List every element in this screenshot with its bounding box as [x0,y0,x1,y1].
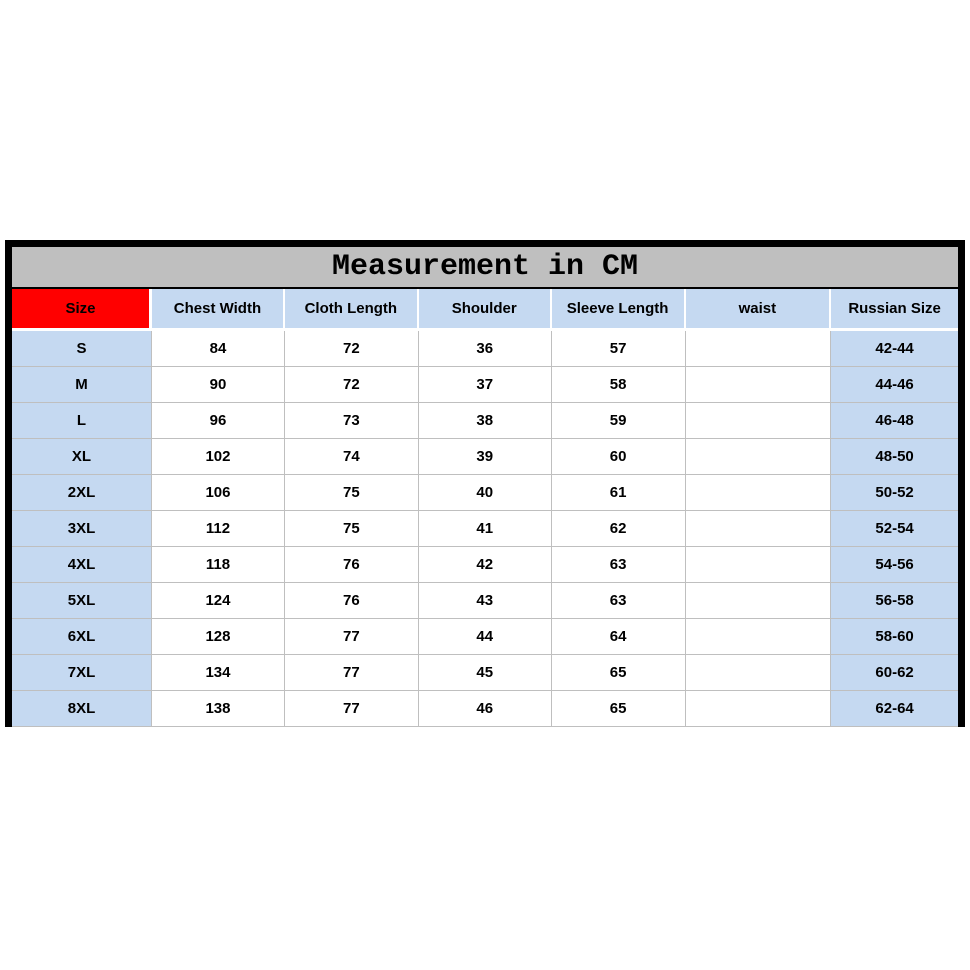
header-size: Size [12,289,152,331]
cell-sleeve-length: 63 [552,547,686,583]
cell-russian-size: 50-52 [831,475,958,511]
cell-shoulder: 46 [419,691,552,727]
table-row [12,619,958,655]
cell-waist [686,583,832,619]
cell-waist [686,367,832,403]
cell-chest-width: 96 [152,403,285,439]
cell-russian-size: 52-54 [831,511,958,547]
cell-russian-size: 54-56 [831,547,958,583]
cell-cloth-length: 77 [285,619,419,655]
cell-russian-size: 46-48 [831,403,958,439]
cell-chest-width: 128 [152,619,285,655]
size-cell: XL [12,439,152,475]
cell-chest-width: 84 [152,331,285,367]
cell-cloth-length: 72 [285,331,419,367]
header-russian-size: Russian Size [831,289,958,331]
table-row [12,583,958,619]
cell-chest-width: 124 [152,583,285,619]
size-cell: 4XL [12,547,152,583]
cell-shoulder: 39 [419,439,552,475]
cell-shoulder: 40 [419,475,552,511]
cell-shoulder: 45 [419,655,552,691]
table-row [12,511,958,547]
cell-shoulder: 42 [419,547,552,583]
cell-cloth-length: 75 [285,475,419,511]
header-cloth-length: Cloth Length [285,289,419,331]
size-cell: 6XL [12,619,152,655]
cell-waist [686,475,832,511]
cell-chest-width: 102 [152,439,285,475]
cell-shoulder: 37 [419,367,552,403]
cell-waist [686,691,832,727]
header-waist: waist [686,289,832,331]
cell-russian-size: 42-44 [831,331,958,367]
cell-sleeve-length: 65 [552,655,686,691]
size-chart [5,240,965,727]
cell-russian-size: 48-50 [831,439,958,475]
cell-chest-width: 134 [152,655,285,691]
cell-shoulder: 43 [419,583,552,619]
cell-waist [686,511,832,547]
cell-waist [686,547,832,583]
size-cell: 7XL [12,655,152,691]
cell-shoulder: 38 [419,403,552,439]
table-row [12,403,958,439]
cell-chest-width: 90 [152,367,285,403]
measurement-table [12,289,958,727]
table-row [12,691,958,727]
cell-cloth-length: 72 [285,367,419,403]
header-row [12,289,958,331]
size-cell: M [12,367,152,403]
table-row [12,331,958,367]
cell-waist [686,655,832,691]
cell-russian-size: 58-60 [831,619,958,655]
cell-cloth-length: 76 [285,547,419,583]
size-cell: 8XL [12,691,152,727]
cell-shoulder: 36 [419,331,552,367]
cell-russian-size: 62-64 [831,691,958,727]
cell-sleeve-length: 65 [552,691,686,727]
cell-waist [686,439,832,475]
size-cell: 5XL [12,583,152,619]
table-row [12,367,958,403]
size-cell: 2XL [12,475,152,511]
cell-sleeve-length: 63 [552,583,686,619]
cell-sleeve-length: 61 [552,475,686,511]
cell-chest-width: 138 [152,691,285,727]
cell-waist [686,331,832,367]
cell-cloth-length: 76 [285,583,419,619]
cell-cloth-length: 77 [285,691,419,727]
table-row [12,439,958,475]
cell-waist [686,403,832,439]
size-cell: 3XL [12,511,152,547]
chart-title: Measurement in CM [12,247,958,289]
cell-cloth-length: 73 [285,403,419,439]
table-row [12,655,958,691]
cell-sleeve-length: 64 [552,619,686,655]
size-cell: S [12,331,152,367]
cell-sleeve-length: 59 [552,403,686,439]
cell-sleeve-length: 57 [552,331,686,367]
header-chest-width: Chest Width [152,289,285,331]
cell-shoulder: 41 [419,511,552,547]
cell-cloth-length: 74 [285,439,419,475]
cell-cloth-length: 75 [285,511,419,547]
cell-sleeve-length: 60 [552,439,686,475]
cell-russian-size: 60-62 [831,655,958,691]
cell-chest-width: 118 [152,547,285,583]
cell-waist [686,619,832,655]
cell-cloth-length: 77 [285,655,419,691]
cell-chest-width: 112 [152,511,285,547]
table-row [12,475,958,511]
cell-russian-size: 44-46 [831,367,958,403]
cell-chest-width: 106 [152,475,285,511]
cell-sleeve-length: 58 [552,367,686,403]
cell-russian-size: 56-58 [831,583,958,619]
cell-sleeve-length: 62 [552,511,686,547]
table-row [12,547,958,583]
header-sleeve-length: Sleeve Length [552,289,686,331]
size-cell: L [12,403,152,439]
header-shoulder: Shoulder [419,289,552,331]
cell-shoulder: 44 [419,619,552,655]
